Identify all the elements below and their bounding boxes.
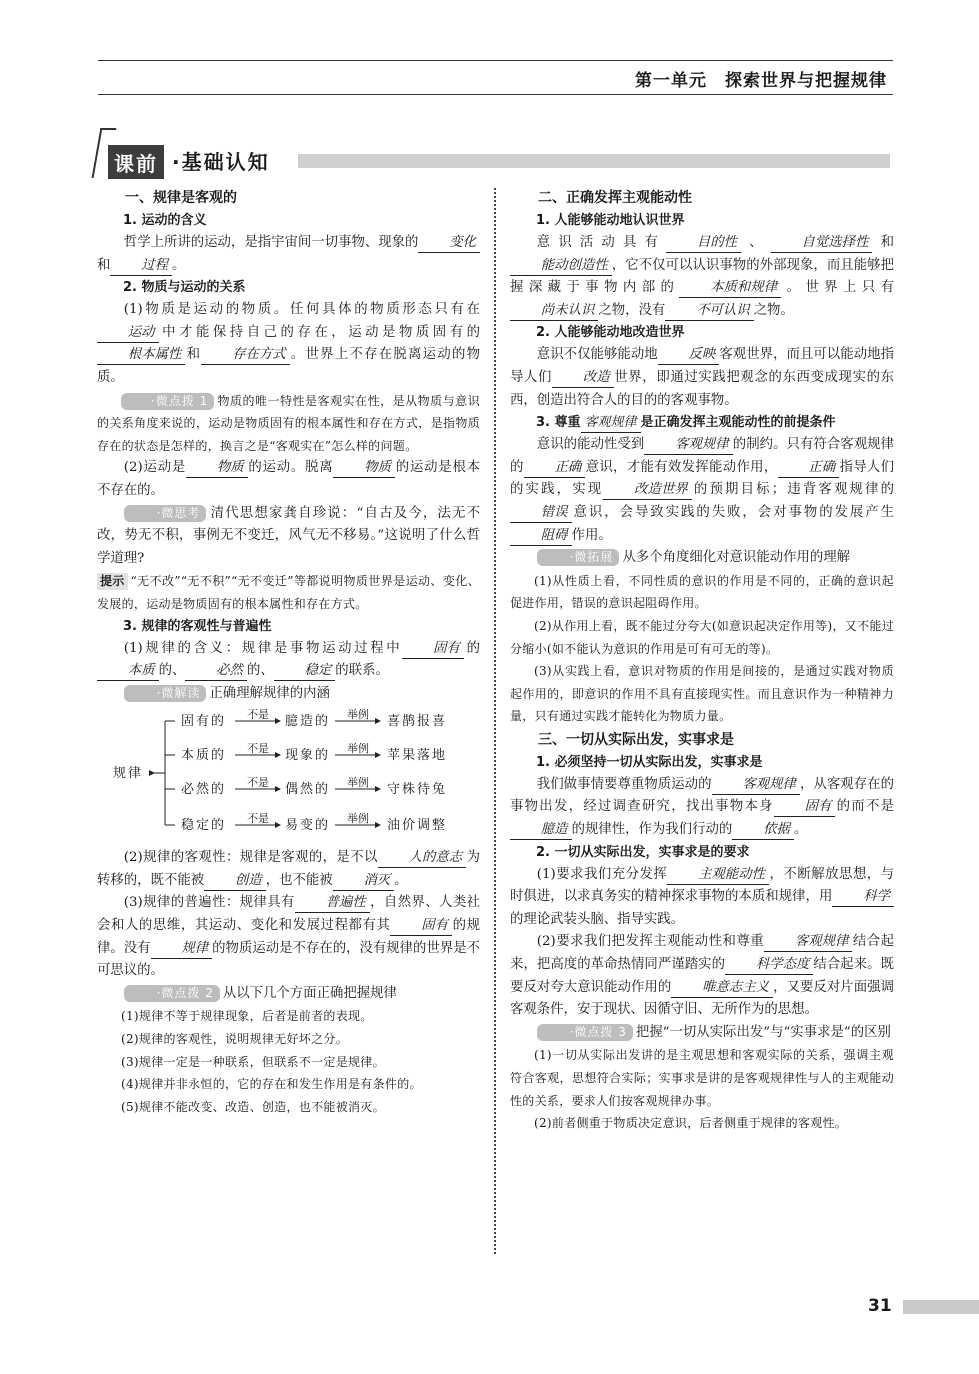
answer-blank: 运动 [97, 324, 159, 343]
answer-blank: 唯意志主义 [671, 979, 773, 998]
answer-blank: 消灭 [333, 872, 395, 891]
answer-blank: 不可认识 [665, 302, 753, 321]
answer-blank: 本质 [97, 662, 159, 681]
answer-blank: 错误 [510, 504, 572, 523]
diagram-contrast: 现象的 [285, 748, 331, 764]
note-item: (3)从实践上看，意识对物质的作用是间接的，是通过实践对物质起作用的，即意识的作用不具有直接现实性。而且意识作为一种精神力量，只有通过实践才能转化为物质力量。 [510, 664, 894, 724]
paragraph-matter-motion-2: (2)运动是 物质 的运动。脱离 物质 的运动是根本不存在的。 [97, 460, 481, 498]
answer-blank: 稳定 [274, 662, 336, 681]
answer-blank: 存在方式 [201, 346, 289, 365]
answer-blank: 固有 [774, 798, 836, 817]
tag-micro-tip: ·微点拨 1 [121, 393, 214, 410]
answer-blank: 正确 [778, 459, 840, 478]
section-label-box: 课前 [108, 145, 164, 179]
running-header: 第一单元 探索世界与把握规律 [635, 71, 887, 91]
answer-blank: 能动创造性 [510, 257, 612, 276]
subheading-know-world: 1. 人能够能动地认识世界 [536, 213, 685, 228]
answer-blank: 客观规律 [581, 414, 641, 433]
hint-label: 提示 [97, 573, 128, 590]
arrow-label-not: 不是 [247, 812, 269, 826]
micro-tip-3-title: ·微点拨 3 把握“一切从实际出发”与“实事求是”的区别 [510, 1022, 894, 1045]
note-item: (4)规律并非永恒的，它的存在和发生作用是有条件的。 [121, 1077, 422, 1092]
column-divider [494, 188, 496, 1254]
note-item: (1)一切从实际出发讲的是主观思想和客观实际的关系，强调主观符合客观，思想符合实际；实事求是讲的是客观规律性与人的主观能动性的关系，要求人们按客观规律办事。 [510, 1048, 894, 1108]
diagram-attribute: 固有的 [181, 714, 227, 730]
paragraph-matter-motion-1: (1)物质是运动的物质。任何具体的物质形态只有在运动 中才能保持自己的存在，运动是物质固有的根本属性 和 存在方式 。世界上不存在脱离运动的物质。 [97, 302, 481, 385]
answer-blank: 客观规律 [712, 776, 800, 795]
answer-blank: 正确 [524, 459, 586, 478]
arrow-label-example: 举例 [347, 742, 369, 756]
heading-rule-objective: 一、规律是客观的 [125, 190, 237, 206]
answer-blank: 尚未认识 [510, 302, 598, 321]
micro-extend-title: ·微拓展 从多个角度细化对意识能动作用的理解 [510, 547, 894, 570]
note-item: (3)规律一定是一种联系，但联系不一定是规律。 [121, 1054, 385, 1069]
heading-subjective-initiative: 二、正确发挥主观能动性 [538, 190, 692, 206]
law-concept-diagram [97, 707, 480, 843]
arrow-label-not: 不是 [247, 708, 269, 722]
answer-blank: 变化 [418, 234, 480, 253]
note-item: (1)规律不等于规律现象，后者是前者的表现。 [121, 1009, 373, 1024]
answer-blank: 改造世界 [603, 481, 691, 500]
header-rule-top [98, 60, 893, 61]
subheading-motion-meaning: 1. 运动的含义 [123, 213, 207, 228]
tag-micro-think: ·微思考 [124, 505, 207, 522]
subheading-respect-law: 3. 尊重 客观规律 是正确发挥主观能动性的前提条件 [510, 412, 894, 434]
hint-answer: 提示 “无不改”“无不积”“无不变迁”等都说明物质世界是运动、变化、发展的，运动是物质固有的根本属性和存在方式。 [97, 574, 480, 611]
answer-blank: 根本属性 [97, 346, 185, 365]
answer-blank: 目的性 [666, 234, 741, 253]
answer-blank: 客观规律 [764, 933, 852, 952]
answer-blank: 必然 [185, 662, 247, 681]
paragraph-respect-law: 意识的能动性受到 客观规律 的制约。只有符合客观规律的 正确 意识，才能有效发挥能动作用， 正确 指导人们的实践，实现 改造世界 的预期目标；违背客观规律的错误 意识，会导致实践的失败，会对事物的发展产生阻碍 作用。 [510, 434, 894, 547]
answer-blank: 主观能动性 [667, 866, 769, 885]
tag-micro-read: ·微解读 [124, 685, 207, 702]
answer-blank: 固有 [402, 640, 464, 659]
diagram-example: 喜鹊报喜 [387, 714, 448, 730]
paragraph-motion-definition: 哲学上所讲的运动，是指宇宙间一切事物、现象的 变化和 过程 。 [97, 232, 480, 277]
paragraph-requirement-2: (2)要求我们把发挥主观能动性和尊重 客观规律 结合起来，把高度的革命热情同严谨踏实的 科学态度 结合起来。既要反对夸大意识能动作用的 唯意志主义 ，又要反对片面强调客观条件，安于现状、因循守旧、无所作为的思想。 [510, 934, 895, 1018]
paragraph-law-definition: (1)规律的含义：规律是事物运动过程中 固有 的本质 的、 必然 的、 稳定 的联系。 [97, 638, 480, 683]
answer-blank: 人的意志 [378, 849, 466, 868]
answer-blank: 臆造 [510, 821, 572, 840]
tag-micro-extend: ·微拓展 [537, 549, 620, 566]
paragraph-know-world: 意识活动具有 目的性 、 自觉选择性 和能动创造性 ，它不仅可以认识事物的外部现象，而且能够把握深藏于事物内部的 本质和规律 。世界上只有尚未认识 之物，没有 不可认识 之物。 [510, 232, 894, 322]
diagram-root-law: 规律 [113, 766, 144, 782]
answer-blank: 规律 [151, 940, 213, 959]
note-item: (5)规律不能改变、改造、创造，也不能被消灭。 [121, 1099, 385, 1114]
answer-blank: 客观规律 [644, 436, 732, 455]
section-title-bar [298, 154, 890, 168]
diagram-example: 苹果落地 [387, 748, 448, 764]
diagram-contrast: 偶然的 [285, 782, 331, 798]
paragraph-requirement-1: (1)要求我们充分发挥 主观能动性 ，不断解放思想，与时俱进，以求真务实的精神探求事物的本质和规律，用 科学的理论武装头脑、指导实践。 [510, 866, 894, 927]
tag-micro-tip: ·微点拨 2 [124, 985, 220, 1002]
diagram-attribute: 必然的 [181, 782, 227, 798]
header-rule-bottom [98, 94, 893, 95]
answer-blank: 物质 [186, 459, 248, 478]
note-item: (2)前者侧重于物质决定意识，后者侧重于规律的客观性。 [534, 1116, 848, 1131]
micro-think-question: ·微思考 清代思想家龚自珍说：“自古及今，法无不改，势无不积，事例无不变迁，风气无不移易。”这说明了什么哲学道理? [97, 505, 480, 566]
subheading-law-objectivity: 3. 规律的客观性与普遍性 [123, 618, 272, 634]
answer-blank: 普遍性 [295, 894, 370, 913]
subheading-transform-world: 2. 人能够能动地改造世界 [536, 325, 685, 341]
subheading-requirements: 2. 一切从实际出发，实事求是的要求 [536, 844, 750, 860]
arrow-label-example: 举例 [347, 812, 369, 826]
subheading-must-adhere: 1. 必须坚持一切从实际出发，实事求是 [536, 754, 763, 770]
paragraph-law-objectivity: (2)规律的客观性：规律是客观的，是不以 人的意志 为转移的，既不能被 创造 ，也不能被 消灭 。 [97, 847, 480, 892]
answer-blank: 创造 [204, 872, 266, 891]
heading-seek-truth: 三、一切从实际出发，实事求是 [538, 731, 734, 748]
answer-blank: 固有 [390, 917, 452, 936]
answer-blank: 反映 [658, 346, 720, 365]
note-item: (2)规律的客观性，说明规律无好坏之分。 [121, 1032, 348, 1047]
page-number-bar [903, 1300, 979, 1314]
note-micro-tip-1: ·微点拨 1 物质的唯一特性是客观实在性，是从物质与意识的关系角度来说的，运动是物质固有的根本属性和存在方式，是指物质存在的状态是怎样的，换言之是“客观实在”怎么样的问题。 [97, 393, 480, 453]
diagram-attribute: 本质的 [181, 748, 227, 764]
left-column [97, 186, 480, 1118]
note-item: (1)从性质上看，不同性质的意识的作用是不同的，正确的意识起促进作用，错误的意识起阻碍作用。 [510, 573, 894, 611]
answer-blank: 科学 [832, 888, 894, 907]
subheading-matter-motion: 2. 物质与运动的关系 [123, 280, 246, 296]
right-column [510, 186, 894, 1135]
section-label-title: ·基础认知 [172, 150, 270, 174]
diagram-example: 守株待兔 [387, 782, 448, 798]
paragraph-must-adhere: 我们做事情要尊重物质运动的 客观规律 ，从客观存在的事物出发，经过调查研究，找出事物本身 固有 的而不是臆造 的规律性，作为我们行动的 依据 。 [510, 774, 894, 842]
answer-blank: 依据 [732, 821, 794, 840]
diagram-contrast: 易变的 [285, 818, 331, 834]
answer-blank: 改造 [552, 369, 614, 388]
answer-blank: 自觉选择性 [771, 234, 873, 253]
answer-blank: 物质 [333, 459, 395, 478]
diagram-example: 油价调整 [387, 818, 448, 834]
arrow-label-not: 不是 [247, 742, 269, 756]
diagram-attribute: 稳定的 [181, 818, 227, 834]
diagram-contrast: 臆造的 [285, 714, 331, 730]
arrow-label-example: 举例 [347, 776, 369, 790]
note-item: (2)从作用上看，既不能过分夸大(如意识起决定作用等)，又不能过分缩小(如不能认为意识的作用是可有可无的等)。 [510, 618, 894, 656]
answer-blank: 本质和规律 [679, 279, 781, 298]
answer-blank: 科学态度 [725, 956, 813, 975]
answer-blank: 阻碍 [510, 527, 572, 546]
page-number: 31 [868, 1296, 892, 1316]
paragraph-law-universality: (3)规律的普遍性：规律具有 普遍性 ，自然界、人类社会和人的思维，其运动、变化和发展过程都有其 固有 的规律。没有 规律 的物质运动是不存在的，没有规律的世界是不可思议的。 [97, 895, 481, 979]
micro-tip-2-title: ·微点拨 2 从以下几个方面正确把握规律 [97, 983, 480, 1006]
paragraph-transform-world: 意识不仅能够能动地 反映 客观世界，而且可以能动地指导人们 改造 世界，即通过实践把观念的东西变成现实的东西，创造出符合人的目的的客观事物。 [510, 347, 895, 408]
tag-micro-tip: ·微点拨 3 [537, 1024, 633, 1041]
answer-blank: 过程 [110, 257, 172, 276]
arrow-label-not: 不是 [247, 776, 269, 790]
arrow-label-example: 举例 [347, 708, 369, 722]
micro-read-title: ·微解读 正确理解规律的内涵 [97, 683, 480, 706]
